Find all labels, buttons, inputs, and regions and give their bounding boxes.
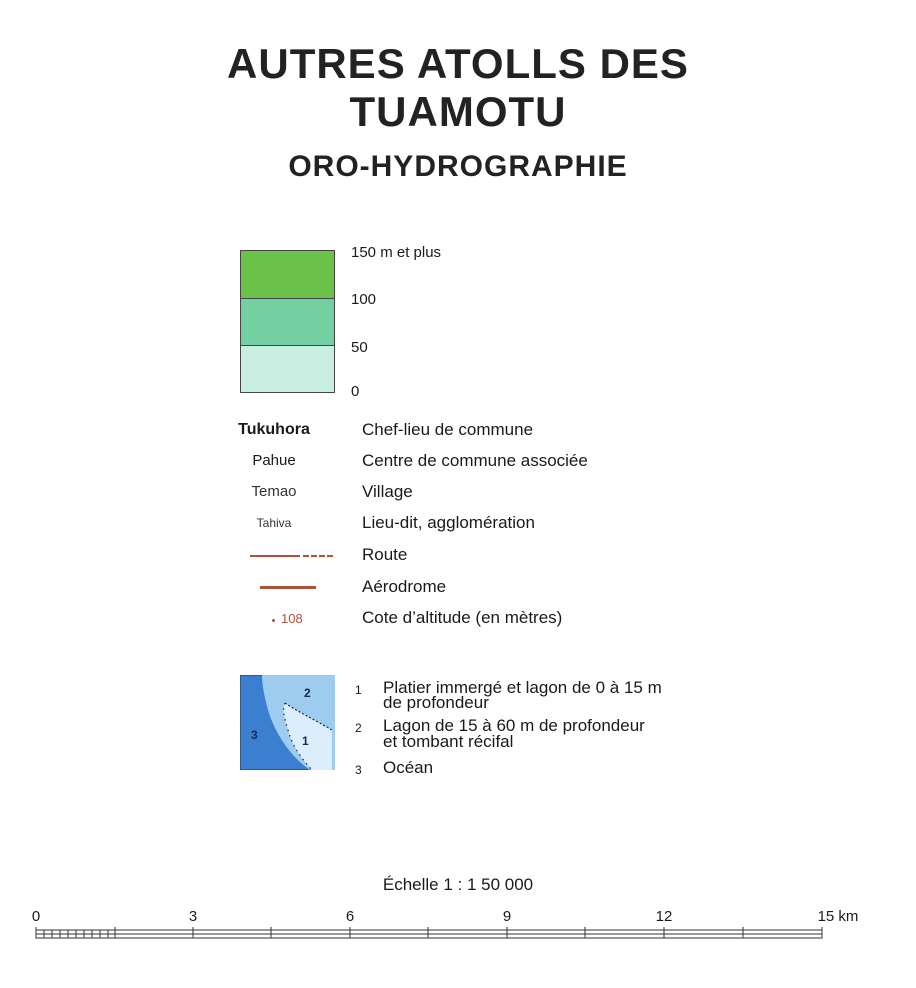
- elevation-swatch-0-50: [240, 345, 335, 393]
- lagoon-desc-3: Océan: [383, 758, 434, 777]
- lagoon-desc-1-line1: Platier immergé et lagon de 0 à 15 m: [383, 678, 662, 697]
- lagoon-desc-1-line2: de profondeur: [383, 693, 489, 712]
- scale-label-9: 9: [502, 908, 512, 925]
- scale-label-12: 12: [655, 908, 673, 925]
- scale-label-3: 3: [188, 908, 198, 925]
- map-subtitle: ORO-HYDROGRAPHIE: [288, 150, 628, 183]
- lagoon-desc-2-line2: et tombant récifal: [383, 732, 514, 751]
- scale-label-6: 6: [345, 908, 355, 925]
- lagoon-num-3: 3: [355, 763, 362, 777]
- lagoon-box-label-2: 2: [304, 686, 311, 700]
- lagoon-depth-swatch: [240, 675, 335, 770]
- spot-height-sample: 108: [281, 611, 303, 626]
- elevation-label-100: 100: [351, 291, 377, 308]
- sample-lieu-dit: Tahiva: [256, 516, 292, 530]
- lagoon-num-2: 2: [355, 721, 362, 735]
- sample-chef-lieu: Tukuhora: [238, 421, 310, 438]
- desc-spot-height: Cote d’altitude (en mètres): [362, 608, 563, 627]
- desc-chef-lieu: Chef-lieu de commune: [362, 420, 534, 439]
- elevation-label-0: 0: [351, 383, 360, 400]
- desc-commune-associee: Centre de commune associée: [362, 451, 588, 470]
- road-symbol-dashed: [303, 555, 333, 557]
- aerodrome-symbol: [260, 586, 316, 589]
- map-title-line2: TUAMOTU: [349, 88, 567, 135]
- desc-village: Village: [362, 482, 413, 501]
- map-title-line1: AUTRES ATOLLS DES: [227, 40, 689, 87]
- lagoon-box-label-1: 1: [302, 734, 309, 748]
- lagoon-desc-2-line1: Lagon de 15 à 60 m de profondeur: [383, 716, 645, 735]
- elevation-label-50: 50: [351, 339, 368, 356]
- spot-height-dot: [272, 619, 275, 622]
- elevation-swatch-100-150: [240, 298, 335, 346]
- sample-commune-associee: Pahue: [252, 452, 296, 469]
- sample-village: Temao: [251, 483, 297, 500]
- scale-label-0: 0: [31, 908, 41, 925]
- scale-bar: [0, 900, 916, 945]
- road-symbol-solid: [250, 555, 300, 557]
- scale-label-15: 15 km: [817, 908, 859, 925]
- desc-aerodrome: Aérodrome: [362, 577, 447, 596]
- desc-lieu-dit: Lieu-dit, agglomération: [362, 513, 535, 532]
- elevation-label-150: 150 m et plus: [351, 244, 442, 261]
- elevation-swatch-150-plus: [240, 250, 335, 299]
- lagoon-box-label-3: 3: [251, 728, 258, 742]
- desc-route: Route: [362, 545, 408, 564]
- lagoon-num-1: 1: [355, 683, 362, 697]
- scale-title: Échelle 1 : 1 50 000: [382, 875, 534, 894]
